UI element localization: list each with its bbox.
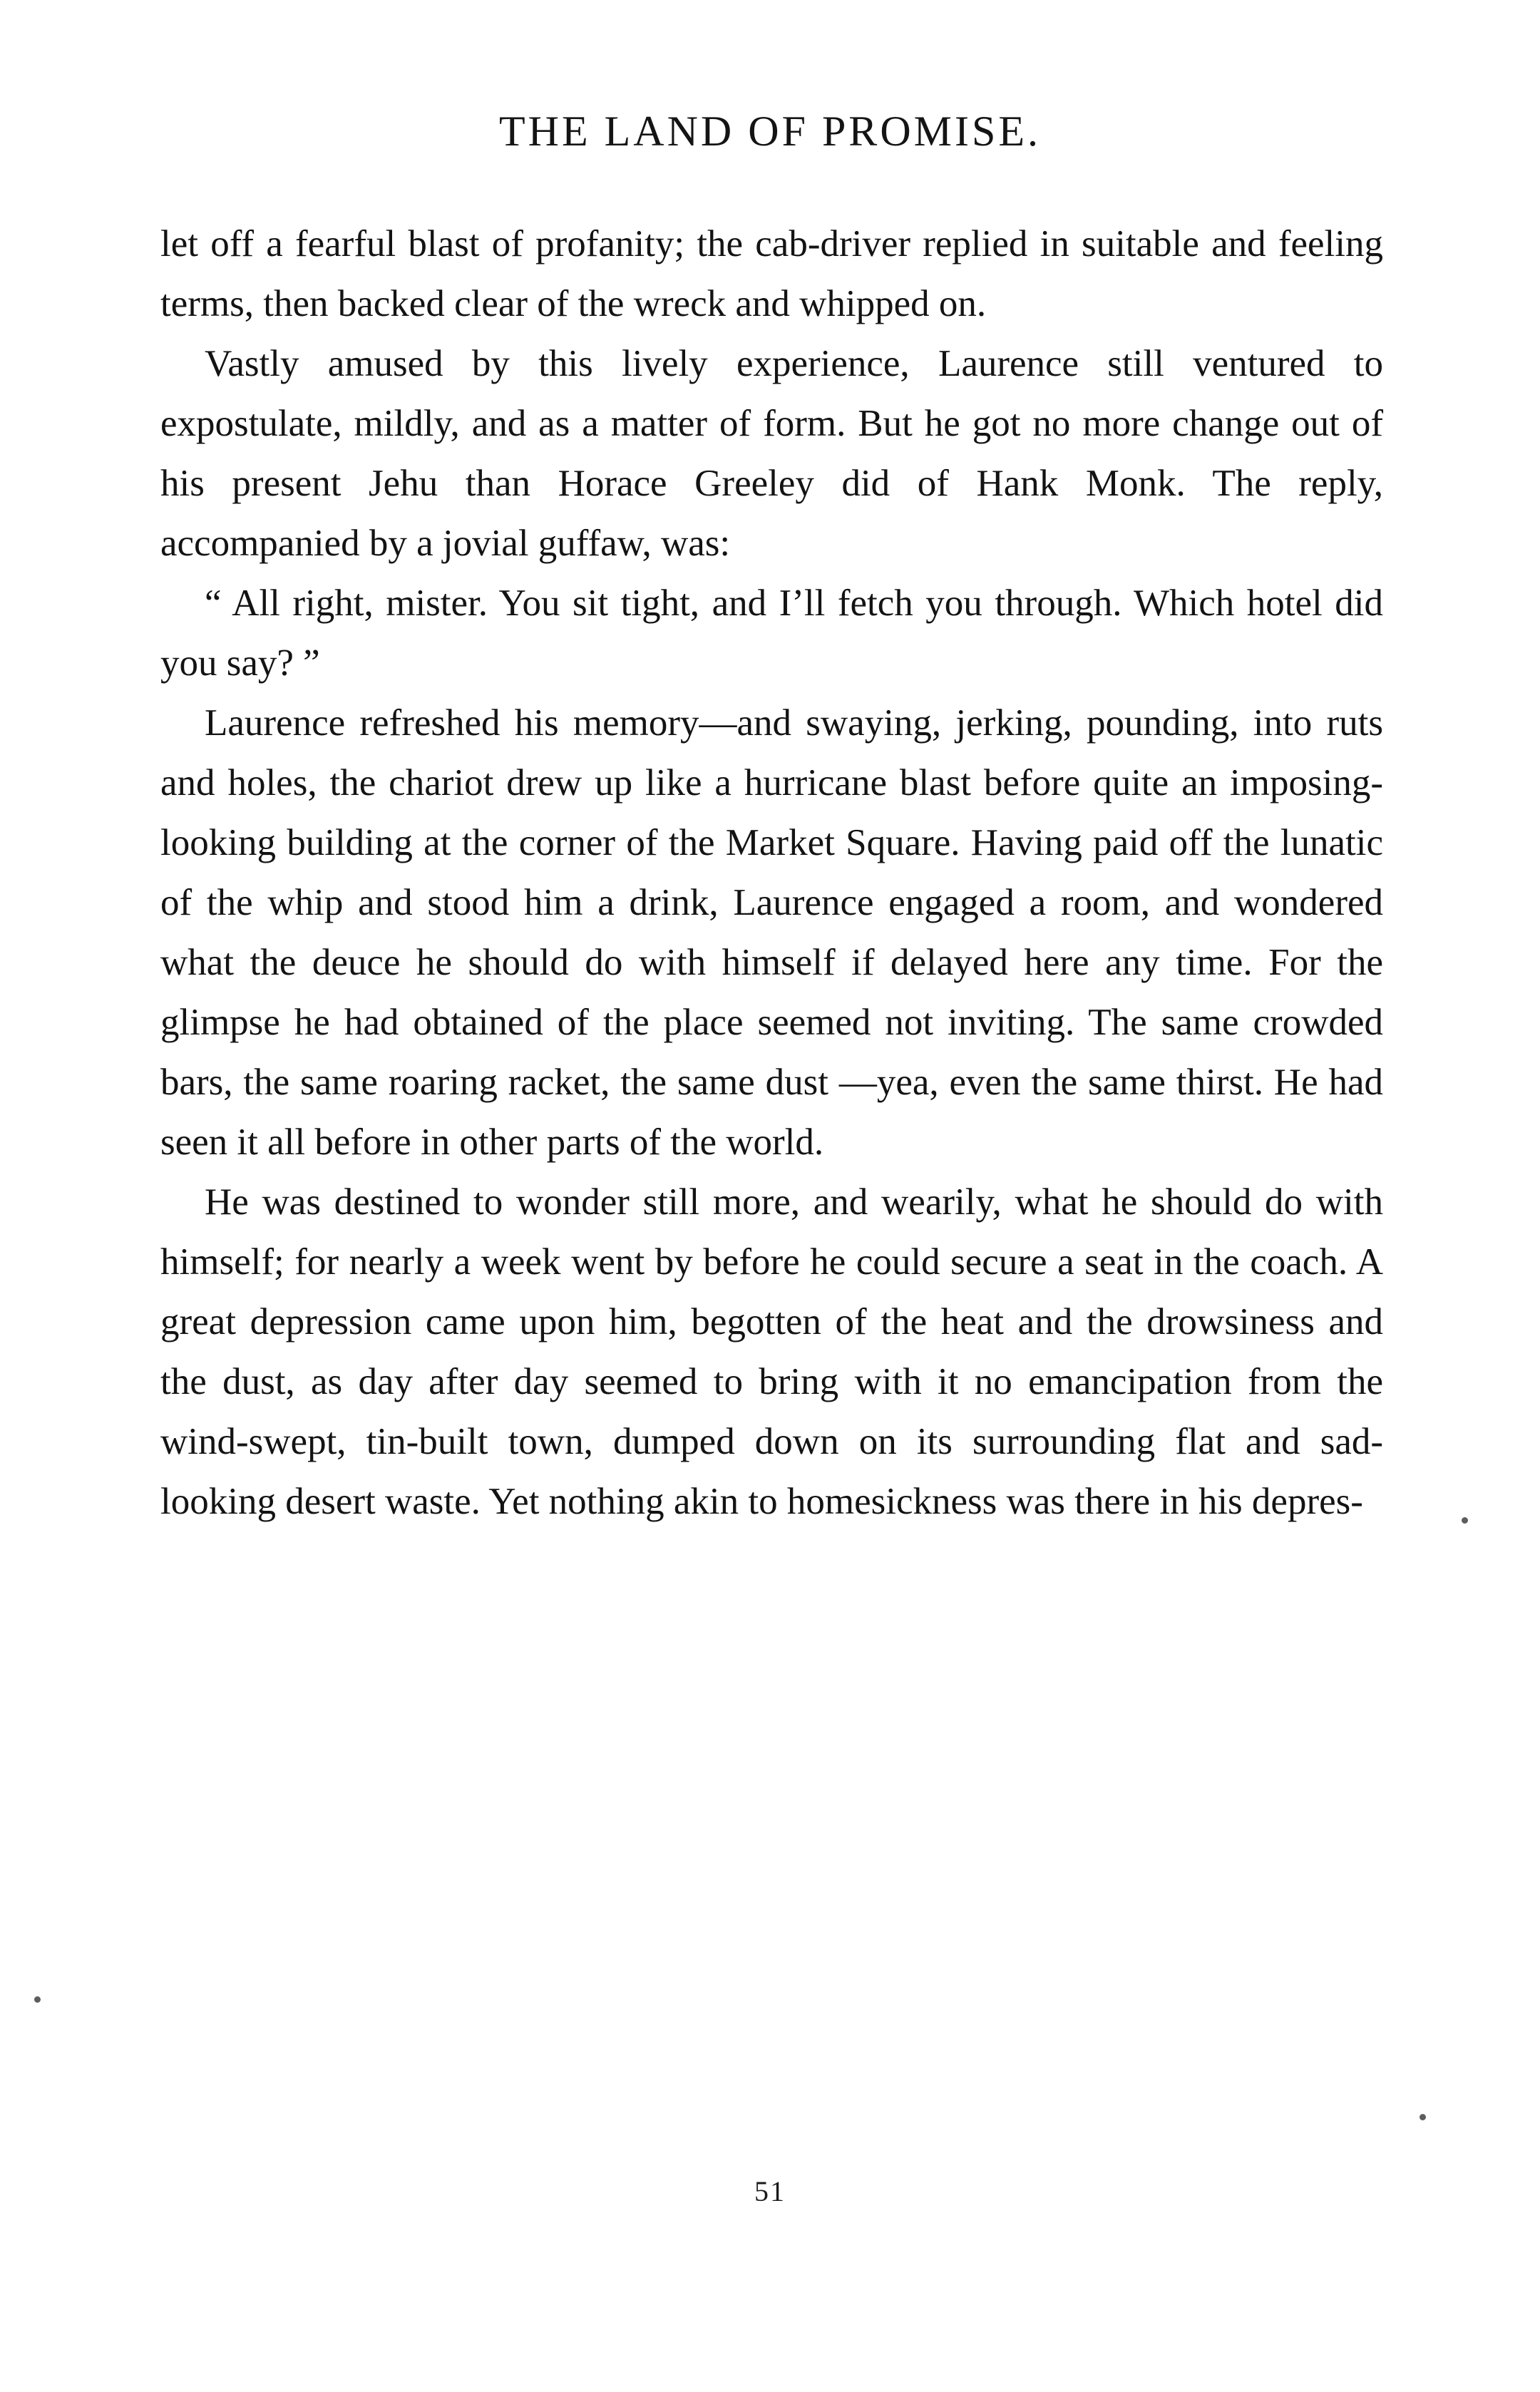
running-head: THE LAND OF PROMISE.: [498, 108, 1042, 155]
paragraph-3-dialogue: “ All right, mister. You sit tight, and I’ll fetch you through. Which hotel did you say? ”: [160, 582, 1383, 684]
scan-speck: [1462, 1517, 1468, 1524]
paragraph-4: Laurence refreshed his memory—and swaying, jerking, pounding, into ruts and holes, the chariot drew up like a hurricane blast before quite an imposing-looking building at the corner of the Market Square. Having paid off the lunatic of the whip and stood him a drink, Laurence engaged a room, and wondered what the deuce he should do with himself if delayed here any time. For the glimpse he had obtained of the place seemed not inviting. The same crowded bars, the same roaring racket, the same dust —yea, even the same thirst. He had seen it all before in other parts of the world.: [160, 702, 1383, 1163]
scan-speck: [34, 1996, 41, 2003]
paragraph-1: let off a fearful blast of profanity; the cab-driver replied in suitable and feeling terms, then backed clear of the wreck and whipped on.: [160, 223, 1383, 324]
page-body: [160, 214, 1383, 1531]
paragraph-5: He was destined to wonder still more, and wearily, what he should do with himself; for nearly a week went by before he could secure a seat in the coach. A great depression came upon him, begotten of the heat and the drowsiness and the dust, as day after day seemed to bring with it no emancipation from the wind-swept, tin-built town, dumped down on its surrounding flat and sad-looking desert waste. Yet nothing akin to homesickness was there in his depres-: [160, 1181, 1383, 1522]
page-number: 51: [754, 2175, 786, 2207]
scan-speck: [1420, 2114, 1426, 2120]
paragraph-2: Vastly amused by this lively experience, Laurence still ventured to expostulate, mildly, and as a matter of form. But he got no more change out of his present Jehu than Horace Greeley did of Hank Monk. The reply, accompanied by a jovial guffaw, was:: [160, 343, 1383, 564]
